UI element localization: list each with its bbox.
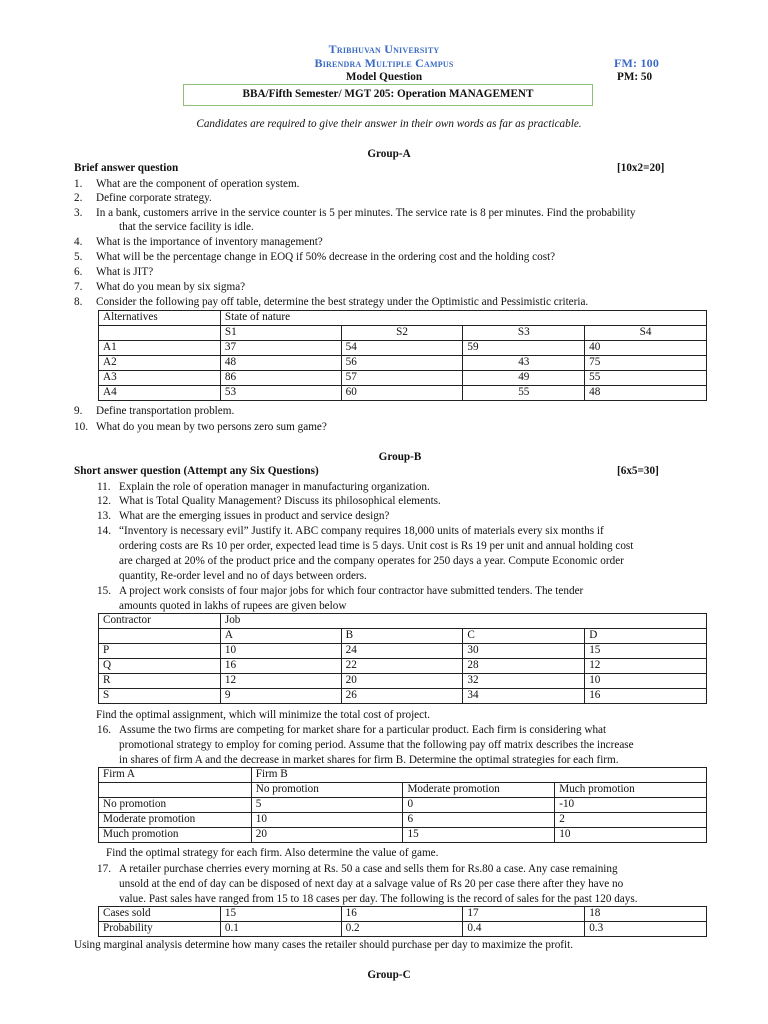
table-cell: 16 — [341, 907, 463, 922]
question-number: 10. — [74, 421, 88, 433]
table-cell: 28 — [463, 659, 585, 674]
question-text: A project work consists of four major jobs for which four contractor have submitted tenders. The tender — [119, 585, 584, 597]
question-16-line-2: promotional strategy to employ for coming period. Assume that the following pay off matrix describes the increase — [119, 739, 634, 751]
university-name: Tribhuvan University — [328, 42, 440, 56]
question-16-after: Find the optimal strategy for each firm. Also determine the value of game. — [106, 847, 439, 859]
question-14-line-3: are charged at 20% of the product price and the company operates for 250 days a year. Compute Economic order — [119, 555, 624, 567]
question-text: “Inventory is necessary evil” Justify it. ABC company requires 18,000 units of materials every six months if — [119, 525, 604, 537]
table-cell — [99, 629, 221, 644]
table-cell: 57 — [341, 371, 463, 386]
question-text: Explain the role of operation manager in manufacturing organization. — [119, 481, 430, 493]
question-15-after: Find the optimal assignment, which will minimize the total cost of project. — [96, 709, 431, 721]
table-cell: S4 — [585, 326, 707, 341]
question-14-line-4: quantity, Re-order level and no of days between orders. — [119, 570, 367, 582]
table-cell: A2 — [99, 356, 221, 371]
full-marks: FM: 100 — [614, 56, 660, 70]
table-cell: 49 — [463, 371, 585, 386]
table-cell: 5 — [251, 798, 403, 813]
table-cell: 55 — [585, 371, 707, 386]
table-cell: P — [99, 644, 221, 659]
table-cell: 10 — [220, 644, 341, 659]
table-row — [99, 341, 707, 356]
question-number: 1. — [74, 178, 83, 190]
table-cell: 18 — [585, 907, 707, 922]
table-cell: A — [220, 629, 341, 644]
game-table — [98, 767, 707, 843]
table-row — [99, 386, 707, 401]
question-number: 15. — [97, 585, 111, 597]
table-cell: 86 — [220, 371, 341, 386]
table-row — [99, 798, 707, 813]
table-cell: 37 — [220, 341, 341, 356]
table-cell: 16 — [585, 689, 707, 704]
question-text: What is JIT? — [96, 266, 154, 278]
table-cell: 0 — [403, 798, 555, 813]
question-14-line-2: ordering costs are Rs 10 per order, expected lead time is 5 days. Unit cost is Rs 19 per unit and annual holding cost — [119, 540, 634, 552]
table-cell: A4 — [99, 386, 221, 401]
table-cell: 6 — [403, 813, 555, 828]
table-cell: Probability — [99, 922, 221, 937]
table-cell: 22 — [341, 659, 463, 674]
question-number: 17. — [97, 863, 111, 875]
table-cell: D — [585, 629, 707, 644]
question-number: 2. — [74, 192, 83, 204]
table-cell: 24 — [341, 644, 463, 659]
table-cell: 34 — [463, 689, 585, 704]
table-cell: 56 — [341, 356, 463, 371]
campus-name: Birendra Multiple Campus — [314, 56, 454, 70]
question-text: Consider the following pay off table, determine the best strategy under the Optimistic and Pessimistic criteria. — [96, 296, 589, 308]
table-row — [99, 828, 707, 843]
table-row — [99, 371, 707, 386]
question-text: A retailer purchase cherries every morning at Rs. 50 a case and sells them for Rs.80 a case. Any case remaining — [119, 863, 618, 875]
table-cell: No promotion — [99, 798, 252, 813]
pass-marks: PM: 50 — [617, 71, 653, 83]
table-cell: 15 — [220, 907, 341, 922]
question-number: 13. — [97, 510, 111, 522]
table-cell: 20 — [251, 828, 403, 843]
table-cell: C — [463, 629, 585, 644]
table-cell: Much promotion — [555, 783, 707, 798]
table-cell: Alternatives — [99, 311, 221, 326]
table-cell: 10 — [555, 828, 707, 843]
question-number: 6. — [74, 266, 83, 278]
table-cell: 17 — [463, 907, 585, 922]
table-cell: 30 — [463, 644, 585, 659]
question-number: 12. — [97, 495, 111, 507]
table-cell: 16 — [220, 659, 341, 674]
table-cell — [99, 326, 221, 341]
table-cell: 15 — [403, 828, 555, 843]
table-cell: 40 — [585, 341, 707, 356]
table-cell: 15 — [585, 644, 707, 659]
table-cell: A1 — [99, 341, 221, 356]
question-text: What are the emerging issues in product and service design? — [119, 510, 390, 522]
table-row — [99, 674, 707, 689]
contractor-table — [98, 613, 707, 704]
table-cell: S2 — [341, 326, 463, 341]
table-cell: 9 — [220, 689, 341, 704]
table-row — [99, 922, 707, 937]
table-cell: Job — [220, 614, 706, 629]
question-text: What is Total Quality Management? Discuss its philosophical elements. — [119, 495, 441, 507]
table-cell: 53 — [220, 386, 341, 401]
table-cell: S3 — [463, 326, 585, 341]
question-16-line-3: in shares of firm A and the decrease in market shares for firm B. Determine the optimal strategies for each firm. — [119, 754, 619, 766]
table-cell: Contractor — [99, 614, 221, 629]
course-title: BBA/Fifth Semester/ MGT 205: Operation MANAGEMENT — [242, 88, 534, 100]
table-header-row — [99, 326, 707, 341]
table-cell: 0.1 — [220, 922, 341, 937]
table-cell: 12 — [585, 659, 707, 674]
question-number: 4. — [74, 236, 83, 248]
question-text: What do you mean by two persons zero sum game? — [96, 421, 327, 433]
question-text: What is the importance of inventory management? — [96, 236, 323, 248]
table-cell: Firm A — [99, 768, 252, 783]
question-text: In a bank, customers arrive in the service counter is 5 per minutes. The service rate is 8 per minutes. Find the probability — [96, 207, 636, 219]
group-b-title: Group-B — [378, 451, 422, 463]
table-cell: -10 — [555, 798, 707, 813]
question-text: Assume the two firms are competing for market share for a particular product. Each firm is considering what — [119, 724, 607, 736]
table-cell: 48 — [220, 356, 341, 371]
question-text: Define corporate strategy. — [96, 192, 212, 204]
table-row — [99, 356, 707, 371]
table-cell: Q — [99, 659, 221, 674]
sales-table — [98, 906, 707, 937]
table-cell: 10 — [251, 813, 403, 828]
table-cell: No promotion — [251, 783, 403, 798]
question-number: 5. — [74, 251, 83, 263]
table-header-row — [99, 629, 707, 644]
question-number: 7. — [74, 281, 83, 293]
group-b-section-title: Short answer question (Attempt any Six Questions) — [74, 465, 319, 477]
question-text: What are the component of operation system. — [96, 178, 300, 190]
group-b-marks: [6x5=30] — [617, 465, 659, 477]
table-cell: Cases sold — [99, 907, 221, 922]
table-cell: 59 — [463, 341, 585, 356]
model-question-label: Model Question — [345, 71, 423, 83]
table-cell: 75 — [585, 356, 707, 371]
question-text: What do you mean by six sigma? — [96, 281, 246, 293]
table-cell: S — [99, 689, 221, 704]
question-3-continued: that the service facility is idle. — [119, 221, 254, 233]
group-a-title: Group-A — [367, 148, 411, 160]
table-row — [99, 813, 707, 828]
table-row — [99, 644, 707, 659]
table-cell: 60 — [341, 386, 463, 401]
question-number: 3. — [74, 207, 83, 219]
table-cell: 54 — [341, 341, 463, 356]
table-cell: State of nature — [220, 311, 706, 326]
table-cell: Moderate promotion — [403, 783, 555, 798]
question-15-line-2: amounts quoted in lakhs of rupees are given below — [119, 600, 347, 612]
question-number: 9. — [74, 405, 83, 417]
table-cell: Much promotion — [99, 828, 252, 843]
table-cell: 12 — [220, 674, 341, 689]
payoff-table — [98, 310, 707, 401]
table-cell: R — [99, 674, 221, 689]
course-title-box — [183, 84, 593, 106]
table-cell: 0.3 — [585, 922, 707, 937]
group-a-marks: [10x2=20] — [617, 162, 665, 174]
instruction-text: Candidates are required to give their answer in their own words as far as practicable. — [196, 118, 582, 130]
table-cell: B — [341, 629, 463, 644]
table-cell: 2 — [555, 813, 707, 828]
table-header-row — [99, 614, 707, 629]
question-number: 8. — [74, 296, 83, 308]
table-cell: 26 — [341, 689, 463, 704]
table-cell: 55 — [463, 386, 585, 401]
table-cell: 43 — [463, 356, 585, 371]
table-row — [99, 689, 707, 704]
table-cell: 0.2 — [341, 922, 463, 937]
table-header-row — [99, 783, 707, 798]
table-cell: 48 — [585, 386, 707, 401]
question-text: What will be the percentage change in EOQ if 50% decrease in the ordering cost and the holding cost? — [96, 251, 556, 263]
table-cell: 10 — [585, 674, 707, 689]
table-row — [99, 907, 707, 922]
table-row — [99, 659, 707, 674]
group-a-section-title: Brief answer question — [74, 162, 179, 174]
table-cell: 20 — [341, 674, 463, 689]
table-cell: Firm B — [251, 768, 706, 783]
question-17-after: Using marginal analysis determine how many cases the retailer should purchase per day to maximize the profit. — [74, 939, 574, 951]
question-text: Define transportation problem. — [96, 405, 235, 417]
table-header-row — [99, 768, 707, 783]
question-17-line-2: unsold at the end of day can be disposed of next day at a salvage value of Rs 20 per case there after they have no — [119, 878, 624, 890]
question-number: 14. — [97, 525, 111, 537]
question-number: 16. — [97, 724, 111, 736]
question-17-line-3: value. Past sales have ranged from 15 to 18 cases per day. The following is the record of sales for the past 120 days. — [119, 893, 638, 905]
table-cell: S1 — [220, 326, 341, 341]
table-cell: A3 — [99, 371, 221, 386]
table-header-row — [99, 311, 707, 326]
table-cell: 32 — [463, 674, 585, 689]
table-cell: Moderate promotion — [99, 813, 252, 828]
table-cell — [99, 783, 252, 798]
question-number: 11. — [97, 481, 111, 493]
group-c-title: Group-C — [367, 969, 411, 981]
table-cell: 0.4 — [463, 922, 585, 937]
